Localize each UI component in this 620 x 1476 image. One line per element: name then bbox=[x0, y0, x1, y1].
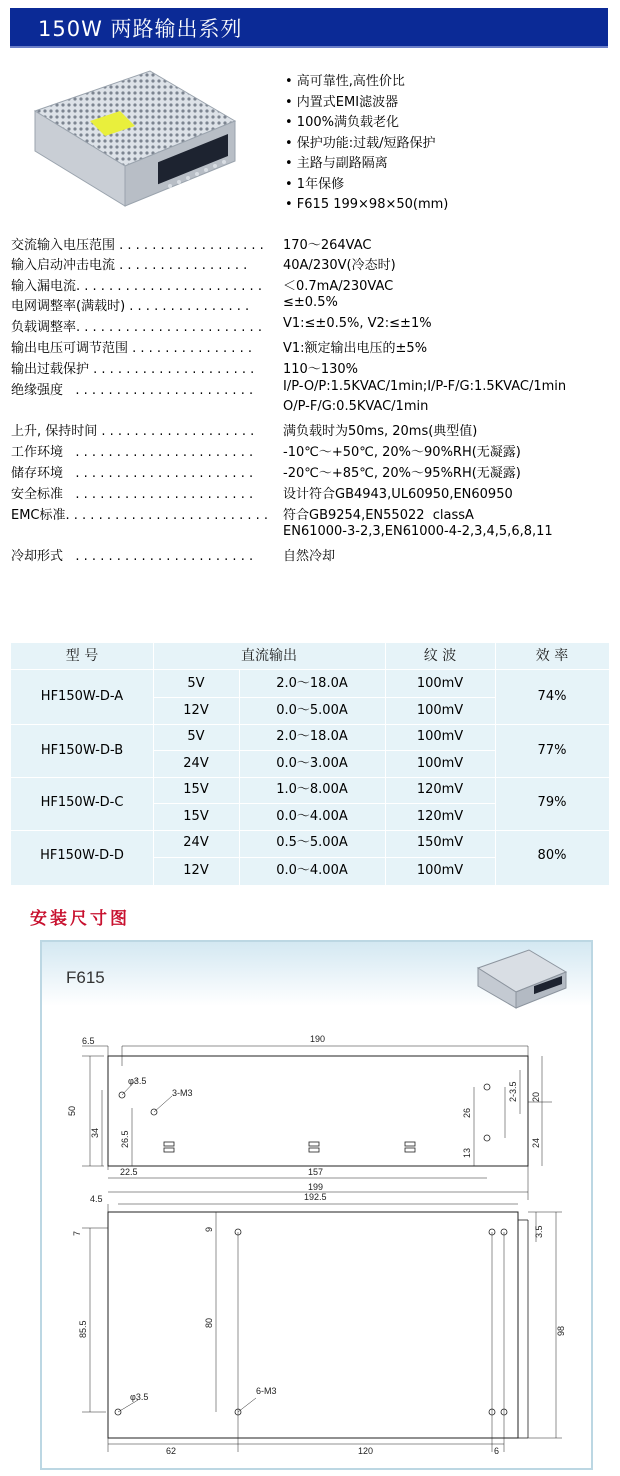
spec-label: 输入启动冲击电流 . . . . . . . . . . . . . . . . bbox=[11, 258, 248, 273]
dim-label: 157 bbox=[308, 1167, 324, 1177]
spec-label: 绝缘强度 . . . . . . . . . . . . . . . . . . . . . . bbox=[11, 383, 254, 398]
feature-item: • 内置式EMI滤波器 bbox=[285, 94, 399, 110]
spec-value: 170～264VAC bbox=[283, 238, 372, 253]
model-name: HF150W-D-D bbox=[40, 848, 124, 863]
current-value: 0.0～4.00A bbox=[276, 809, 348, 824]
page-title: 150W 两路输出系列 bbox=[38, 17, 243, 41]
spec-label: 输入漏电流. . . . . . . . . . . . . . . . . . . . . . . bbox=[11, 279, 262, 294]
current-value: 0.5～5.00A bbox=[276, 835, 348, 850]
efficiency-value: 80% bbox=[537, 848, 567, 863]
spec-value: V1:≤±0.5%, V2:≤±1% bbox=[283, 316, 432, 331]
section-title: 安装尺寸图 bbox=[30, 909, 130, 929]
model-table bbox=[11, 643, 609, 885]
spec-value: 满负载时为50ms, 20ms(典型值) bbox=[283, 424, 478, 439]
dim-label: 13 bbox=[462, 1147, 472, 1158]
model-name: HF150W-D-C bbox=[40, 795, 124, 810]
dim-label: 3-M3 bbox=[172, 1088, 193, 1098]
dim-label: 7 bbox=[72, 1230, 82, 1236]
spec-label: 负载调整率. . . . . . . . . . . . . . . . . . . . . . . bbox=[11, 320, 262, 335]
current-value: 0.0～4.00A bbox=[276, 863, 348, 878]
ripple-value: 100mV bbox=[416, 756, 464, 771]
dim-label: 62 bbox=[166, 1446, 177, 1456]
ripple-value: 100mV bbox=[416, 703, 464, 718]
ripple-value: 100mV bbox=[416, 729, 464, 744]
dim-label: 9 bbox=[204, 1226, 214, 1232]
spec-value: 40A/230V(冷态时) bbox=[283, 258, 396, 273]
page-header bbox=[10, 8, 608, 48]
voltage-value: 24V bbox=[183, 756, 209, 771]
dim-label: 20 bbox=[531, 1091, 541, 1102]
voltage-value: 15V bbox=[183, 809, 209, 824]
spec-label: 输出电压可调节范围 . . . . . . . . . . . . . . . bbox=[11, 341, 252, 356]
feature-item: • F615 199×98×50(mm) bbox=[285, 197, 449, 212]
dim-label: 199 bbox=[308, 1182, 324, 1192]
dim-label: 6-M3 bbox=[256, 1386, 277, 1396]
dim-label: φ3.5 bbox=[130, 1392, 149, 1402]
dim-label: 120 bbox=[358, 1446, 374, 1456]
spec-label: 输出过载保护 . . . . . . . . . . . . . . . . . . . . bbox=[11, 362, 255, 377]
technical-drawing bbox=[42, 942, 591, 1468]
dim-label: 3.5 bbox=[534, 1225, 544, 1238]
spec-value-line2: O/P-F/G:0.5KVAC/1min bbox=[283, 399, 429, 414]
spec-label: 电网调整率(满载时) . . . . . . . . . . . . . . . bbox=[11, 299, 250, 314]
spec-value: 符合GB9254,EN55022 classA bbox=[283, 508, 474, 523]
efficiency-value: 77% bbox=[537, 743, 567, 758]
spec-value: -20℃～+85℃, 20%～95%RH(无凝露) bbox=[283, 466, 521, 481]
ripple-value: 120mV bbox=[416, 782, 464, 797]
dim-label: 26 bbox=[462, 1107, 472, 1118]
spec-label: 交流输入电压范围 . . . . . . . . . . . . . . . . . . bbox=[11, 238, 264, 253]
spec-label: 冷却形式 . . . . . . . . . . . . . . . . . . . . . . bbox=[11, 549, 254, 564]
dim-label: 26.5 bbox=[120, 1130, 130, 1148]
spec-value: 自然冷却 bbox=[283, 549, 336, 564]
spec-value: ＜0.7mA/230VAC bbox=[283, 279, 394, 294]
feature-item: • 1年保修 bbox=[285, 176, 345, 192]
dim-label: 98 bbox=[556, 1325, 566, 1336]
spec-label: 安全标准 . . . . . . . . . . . . . . . . . . . . . . bbox=[11, 487, 254, 502]
spec-label: 上升, 保持时间 . . . . . . . . . . . . . . . . . . . bbox=[11, 424, 255, 439]
feature-list bbox=[285, 72, 448, 216]
current-value: 0.0～3.00A bbox=[276, 756, 348, 771]
voltage-value: 12V bbox=[183, 863, 209, 878]
current-value: 1.0～8.00A bbox=[276, 782, 348, 797]
spec-value: 110～130% bbox=[283, 362, 358, 377]
voltage-value: 15V bbox=[183, 782, 209, 797]
feature-item: • 保护功能:过载/短路保护 bbox=[285, 135, 436, 151]
header-efficiency: 效 率 bbox=[535, 648, 569, 664]
model-name: HF150W-D-A bbox=[40, 689, 124, 704]
feature-item: • 100%满负载老化 bbox=[285, 115, 399, 130]
spec-label: 储存环境 . . . . . . . . . . . . . . . . . . . . . . bbox=[11, 466, 254, 481]
spec-value: V1:额定输出电压的±5% bbox=[283, 341, 428, 356]
dimension-drawing bbox=[40, 940, 593, 1470]
model-name: HF150W-D-B bbox=[40, 743, 124, 758]
dim-label: 50 bbox=[67, 1105, 77, 1116]
drawing-model-label: F615 bbox=[66, 968, 105, 987]
ripple-value: 120mV bbox=[416, 809, 464, 824]
dim-label: φ3.5 bbox=[128, 1076, 147, 1086]
header-dc-output: 直流输出 bbox=[241, 648, 297, 664]
ripple-value: 100mV bbox=[416, 863, 464, 878]
dim-label: 4.5 bbox=[90, 1194, 103, 1204]
spec-value: 设计符合GB4943,UL60950,EN60950 bbox=[283, 487, 513, 502]
feature-item: • 主路与副路隔离 bbox=[285, 156, 388, 171]
ripple-value: 100mV bbox=[416, 676, 464, 691]
dim-label: 22.5 bbox=[120, 1167, 138, 1177]
header-ripple: 纹 波 bbox=[423, 648, 457, 664]
current-value: 2.0～18.0A bbox=[276, 676, 348, 691]
spec-value: ≤±0.5% bbox=[283, 295, 338, 310]
spec-value: -10℃～+50℃, 20%～90%RH(无凝露) bbox=[283, 445, 521, 460]
feature-item: • 高可靠性,高性价比 bbox=[285, 74, 405, 89]
current-value: 2.0～18.0A bbox=[276, 729, 348, 744]
dim-label: 34 bbox=[90, 1127, 100, 1138]
ripple-value: 150mV bbox=[416, 835, 464, 850]
voltage-value: 5V bbox=[187, 676, 205, 691]
voltage-value: 5V bbox=[187, 729, 205, 744]
spec-value-line2: EN61000-3-2,3,EN61000-4-2,3,4,5,6,8,11 bbox=[283, 524, 553, 539]
dim-label: 85.5 bbox=[78, 1320, 88, 1338]
dim-label: 24 bbox=[531, 1137, 541, 1148]
dim-label: 6.5 bbox=[82, 1036, 95, 1046]
header-model: 型 号 bbox=[65, 648, 99, 664]
dim-label: 80 bbox=[204, 1317, 214, 1328]
voltage-value: 12V bbox=[183, 703, 209, 718]
spec-label: EMC标准. . . . . . . . . . . . . . . . . . . . . . . . . bbox=[11, 508, 268, 523]
dim-label: 2-3.5 bbox=[508, 1081, 518, 1102]
dim-label: 192.5 bbox=[304, 1192, 327, 1202]
dim-label: 190 bbox=[310, 1034, 326, 1044]
product-image bbox=[30, 66, 240, 216]
efficiency-value: 79% bbox=[537, 795, 567, 810]
spec-label: 工作环境 . . . . . . . . . . . . . . . . . . . . . . bbox=[11, 445, 254, 460]
current-value: 0.0～5.00A bbox=[276, 703, 348, 718]
spec-value: I/P-O/P:1.5KVAC/1min;I/P-F/G:1.5KVAC/1min bbox=[283, 379, 567, 394]
voltage-value: 24V bbox=[183, 835, 209, 850]
efficiency-value: 74% bbox=[537, 689, 567, 704]
dim-label: 6 bbox=[494, 1446, 500, 1456]
